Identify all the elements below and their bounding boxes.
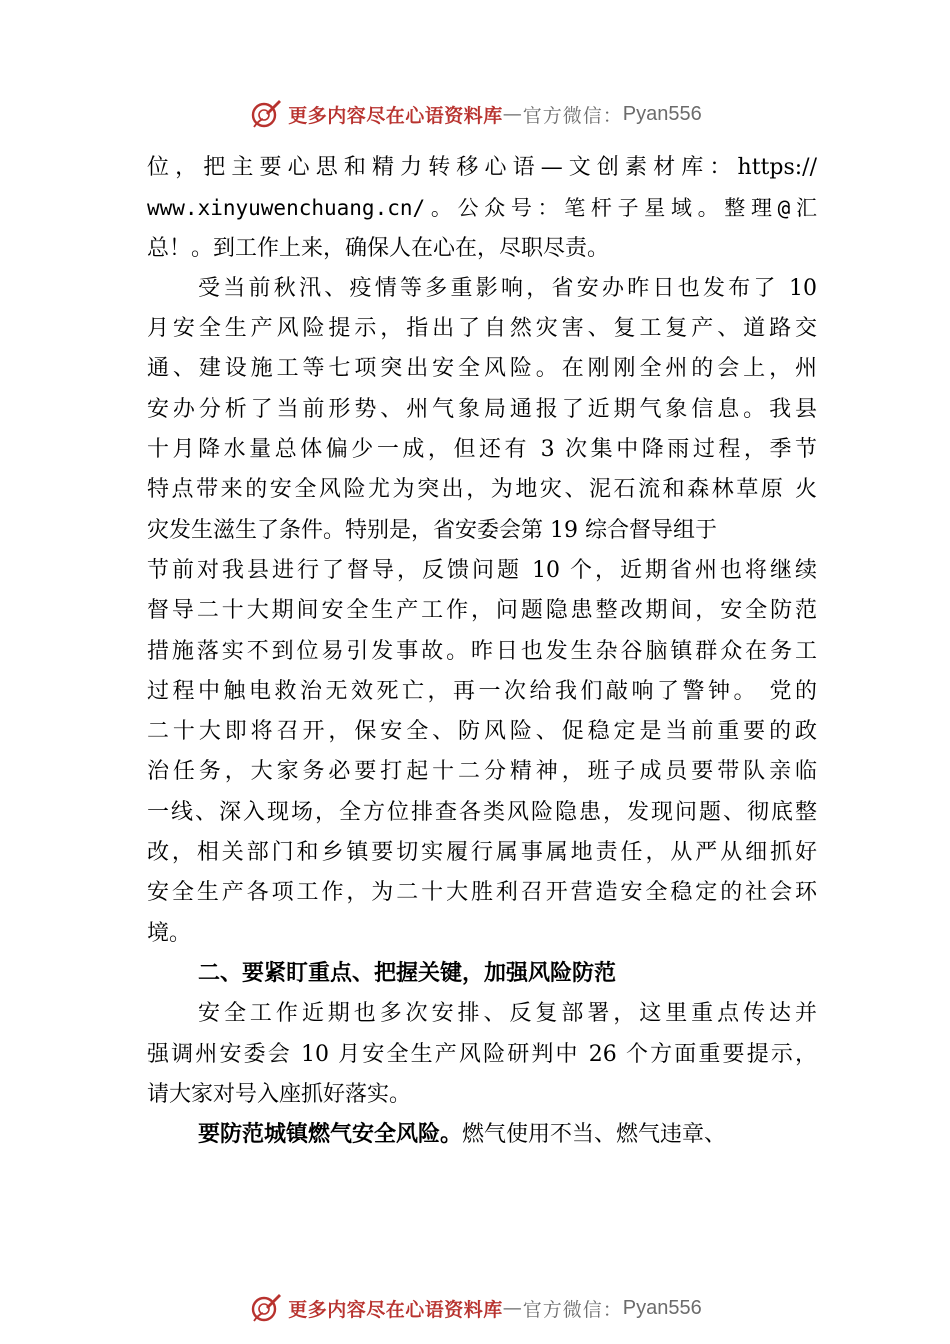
paragraph-continuation: 燃气使用不当、燃气违章、: [462, 1122, 727, 1148]
text-line: 境。: [147, 920, 192, 946]
paragraph-first-line: 安全工作近期也多次安排、反复部署，这里重点传达并: [198, 1001, 817, 1027]
text-line: 节前对我县进行了督导，反馈问题 10 个，近期省州也将继续: [147, 557, 817, 583]
paragraph-first-line: 受当前秋汛、疫情等多重影响，省安办昨日也发布了 10: [198, 275, 817, 301]
document-body: [147, 148, 817, 1155]
bold-lead-phrase: 要防范城镇燃气安全风险。: [198, 1122, 463, 1148]
text-line: 特点带来的安全风险尤为突出，为地灾、泥石流和森林草原 火: [147, 477, 817, 503]
text-line: 请大家对号入座抓好落实。: [147, 1081, 412, 1107]
text-line: 措施落实不到位易引发事故。昨日也发生杂谷脑镇群众在务工: [147, 638, 817, 664]
text-line: 总！。到工作上来，确保人在心在，尽职尽责。: [147, 235, 610, 261]
text-line: 强调州安委会 10 月安全生产风险研判中 26 个方面重要提示，: [147, 1041, 817, 1067]
banner-wechat-id: Pyan556: [622, 102, 702, 125]
text-line: 安办分析了当前形势、州气象局通报了近期气象信息。我县: [147, 396, 817, 422]
footer-watermark-banner: [0, 1288, 950, 1328]
banner-dash: —: [502, 103, 523, 125]
banner-prefix-text: 更多内容尽在心语资料库: [288, 104, 503, 127]
text-line: 改，相关部门和乡镇要切实履行属事属地责任，从严从细抓好: [147, 840, 817, 866]
section-heading: 二、要紧盯重点、把握关键，加强风险防范: [198, 960, 617, 986]
text-line-url: www.xinyuwenchuang.cn/。公众号：笔杆子星域。整理@汇: [147, 196, 817, 221]
banner-wechat-label: 官方微信：: [522, 1298, 623, 1321]
text-line: 通、建设施工等七项突出安全风险。在刚刚全州的会上，州: [147, 356, 817, 382]
text-line: 一线、深入现场，全方位排查各类风险隐患，发现问题、彻底整: [147, 799, 817, 825]
text-line: 月安全生产风险提示，指出了自然灾害、复工复产、道路交: [147, 316, 817, 342]
text-line: 过程中触电救治无效死亡，再一次给我们敲响了警钟。 党的: [147, 678, 817, 704]
header-watermark-banner: [0, 94, 950, 134]
paragraph-first-line: [147, 1115, 817, 1155]
banner-dash: —: [502, 1297, 523, 1319]
text-line: 二十大即将召开，保安全、防风险、促稳定是当前重要的政: [147, 719, 817, 745]
text-line: 位，把主要心思和精力转移心语—文创素材库：https://: [147, 155, 817, 180]
banner-wechat-label: 官方微信：: [522, 104, 623, 127]
text-line: 安全生产各项工作，为二十大胜利召开营造安全稳定的社会环: [147, 880, 817, 906]
text-line: 督导二十大期间安全生产工作，问题隐患整改期间，安全防范: [147, 598, 817, 624]
brand-logo-icon: [248, 97, 282, 131]
banner-prefix-text: 更多内容尽在心语资料库: [288, 1298, 503, 1321]
text-line: 灾发生滋生了条件。特别是，省安委会第 19 综合督导组于: [147, 517, 717, 543]
banner-wechat-id: Pyan556: [622, 1296, 702, 1319]
text-line: 治任务，大家务必要打起十二分精神，班子成员要带队亲临: [147, 759, 817, 785]
text-line: 十月降水量总体偏少一成，但还有 3 次集中降雨过程，季节: [147, 437, 817, 463]
brand-logo-icon: [248, 1291, 282, 1325]
